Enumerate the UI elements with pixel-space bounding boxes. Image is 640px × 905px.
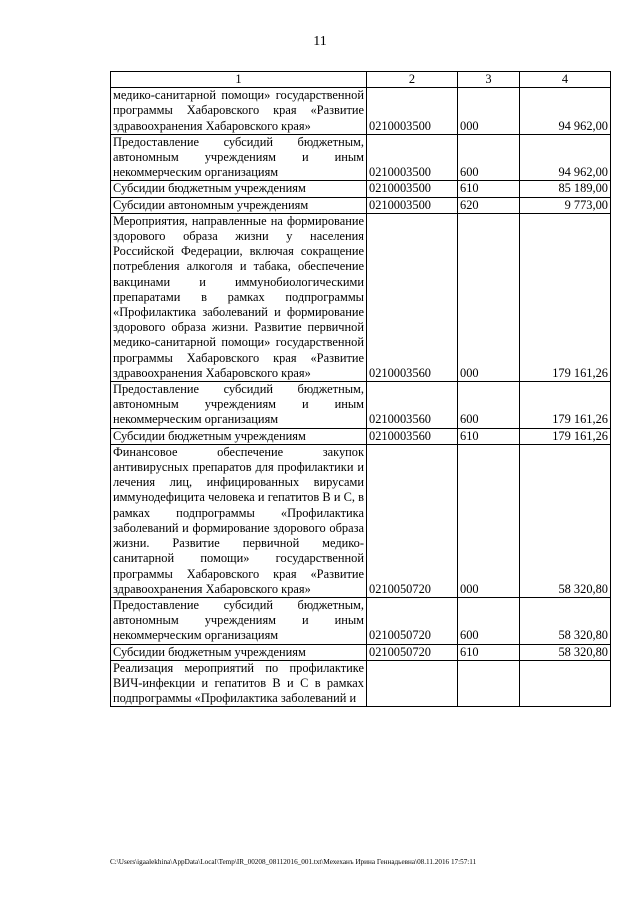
table-row bbox=[111, 444, 611, 597]
row-expense-type bbox=[458, 660, 520, 707]
table-row bbox=[111, 644, 611, 660]
column-header-name: 1 bbox=[111, 72, 367, 88]
column-header-amount: 4 bbox=[520, 72, 611, 88]
row-target-code bbox=[367, 660, 458, 707]
table-row bbox=[111, 428, 611, 444]
row-amount: 94 962,00 bbox=[520, 134, 611, 181]
row-amount: 179 161,26 bbox=[520, 382, 611, 429]
row-target-code: 0210050720 bbox=[367, 444, 458, 597]
row-amount: 58 320,80 bbox=[520, 597, 611, 644]
row-target-code: 0210003560 bbox=[367, 382, 458, 429]
row-description: Предоставление субсидий бюджетным, автономным учреждениям и иным некоммерческим организациям bbox=[111, 597, 367, 644]
row-description: Субсидии бюджетным учреждениям bbox=[111, 644, 367, 660]
row-amount bbox=[520, 660, 611, 707]
row-expense-type: 000 bbox=[458, 213, 520, 381]
row-amount: 94 962,00 bbox=[520, 88, 611, 135]
row-description: Субсидии бюджетным учреждениям bbox=[111, 181, 367, 197]
row-target-code: 0210003560 bbox=[367, 428, 458, 444]
row-description: Финансовое обеспечение закупок антивирусных препаратов для профилактики и лечения лиц, инфицированных вирусами иммунодефицита человека и гепатитов B и C, в рамках подпрограммы «Профилактика заболеваний и формирование здорового образа жизни. Развитие первичной медико-санитарной помощи» государственной программы Хабаровского края «Развитие здравоохранения Хабаровского края» bbox=[111, 444, 367, 597]
row-expense-type: 620 bbox=[458, 197, 520, 213]
row-target-code: 0210003500 bbox=[367, 197, 458, 213]
table-header-row bbox=[111, 72, 611, 88]
table-row bbox=[111, 181, 611, 197]
row-description: Субсидии автономным учреждениям bbox=[111, 197, 367, 213]
row-expense-type: 000 bbox=[458, 444, 520, 597]
row-amount: 58 320,80 bbox=[520, 644, 611, 660]
table-row bbox=[111, 197, 611, 213]
row-target-code: 0210003560 bbox=[367, 213, 458, 381]
budget-table bbox=[110, 71, 611, 707]
page-number: 11 bbox=[313, 34, 327, 49]
table-row bbox=[111, 597, 611, 644]
row-expense-type: 610 bbox=[458, 428, 520, 444]
row-target-code: 0210050720 bbox=[367, 644, 458, 660]
row-expense-type: 610 bbox=[458, 644, 520, 660]
row-description: Мероприятия, направленные на формирование здорового образа жизни у населения Российской Федерации, включая сокращение потребления алкоголя и табака, обеспечение вакцинами и иммунобиологическими препаратами в рамках подпрограммы «Профилактика заболеваний и формирование здорового образа жизни. Развитие первичной медико-санитарной помощи» государственной программы Хабаровского края «Развитие здравоохранения Хабаровского края» bbox=[111, 213, 367, 381]
row-description: медико-санитарной помощи» государственной программы Хабаровского края «Развитие здравоохранения Хабаровского края» bbox=[111, 88, 367, 135]
row-description: Предоставление субсидий бюджетным, автономным учреждениям и иным некоммерческим организациям bbox=[111, 134, 367, 181]
document-footer-path: C:\Users\igaalekhina\AppData\Local\Temp\IR_00208_08112016_001.txt\Мехеханъ Ирина Геннадьевна\08.11.2016 17:57:11 bbox=[110, 858, 477, 866]
row-description: Реализация мероприятий по профилактике ВИЧ-инфекции и гепатитов B и C в рамках подпрограммы «Профилактика заболеваний и bbox=[111, 660, 367, 707]
column-header-code: 2 bbox=[367, 72, 458, 88]
table-row bbox=[111, 213, 611, 381]
table-row bbox=[111, 660, 611, 707]
row-expense-type: 000 bbox=[458, 88, 520, 135]
row-amount: 85 189,00 bbox=[520, 181, 611, 197]
table-row bbox=[111, 382, 611, 429]
row-amount: 179 161,26 bbox=[520, 213, 611, 381]
row-expense-type: 600 bbox=[458, 134, 520, 181]
row-amount: 9 773,00 bbox=[520, 197, 611, 213]
row-amount: 58 320,80 bbox=[520, 444, 611, 597]
row-target-code: 0210003500 bbox=[367, 88, 458, 135]
row-target-code: 0210003500 bbox=[367, 181, 458, 197]
column-header-type: 3 bbox=[458, 72, 520, 88]
row-description: Субсидии бюджетным учреждениям bbox=[111, 428, 367, 444]
row-amount: 179 161,26 bbox=[520, 428, 611, 444]
row-target-code: 0210050720 bbox=[367, 597, 458, 644]
table-row bbox=[111, 88, 611, 135]
table-row bbox=[111, 134, 611, 181]
row-description: Предоставление субсидий бюджетным, автономным учреждениям и иным некоммерческим организациям bbox=[111, 382, 367, 429]
row-expense-type: 600 bbox=[458, 597, 520, 644]
row-target-code: 0210003500 bbox=[367, 134, 458, 181]
row-expense-type: 610 bbox=[458, 181, 520, 197]
row-expense-type: 600 bbox=[458, 382, 520, 429]
